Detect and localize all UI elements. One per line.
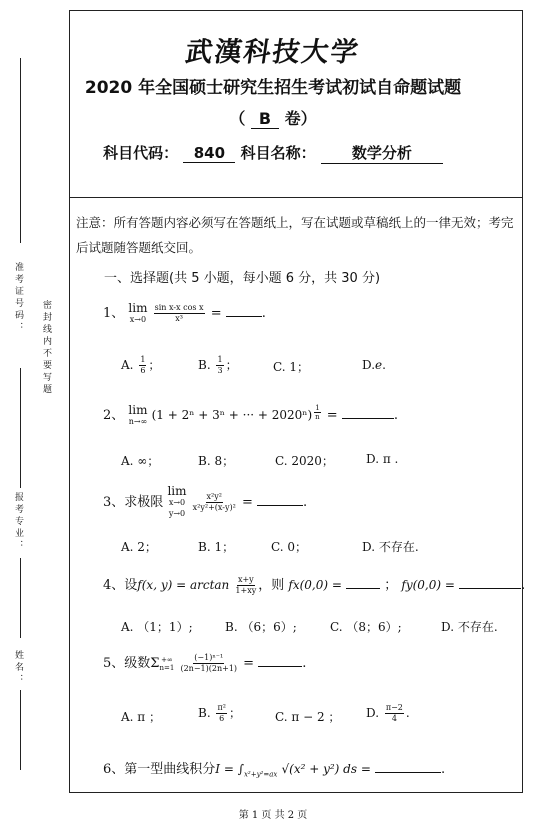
limit-symbol: lim n→∞: [128, 402, 148, 426]
sidebar-line-low: [20, 558, 21, 638]
q2-option-d: D. π .: [366, 452, 399, 466]
answer-blank: [226, 316, 262, 317]
q5-option-a: A. π ；: [121, 710, 161, 724]
q1-option-a: A. $\frac{1}{6}$ ；: [121, 355, 161, 375]
subject-info: [0, 142, 546, 164]
question-6: 6、第一型曲线积分$I = \int_{x^2+y^2=ax}$ √(x² + y²) ds = .: [103, 762, 446, 779]
q4-option-d: D. 不存在.: [441, 620, 498, 634]
q2-option-c: C. 2020；: [275, 454, 334, 468]
q3-option-b: B. 1；: [198, 540, 235, 554]
paper-type: （ B 卷）: [229, 109, 317, 128]
header-divider: [69, 197, 523, 198]
q1-option-c: C. 1；: [273, 360, 310, 374]
question-1: 1、 lim x→0 $\frac{\text{sin x-x cos x}}{\text{x³}}$ = .: [103, 300, 266, 324]
fraction: $\frac{\text{(−1)ⁿ⁻¹}}{(2n-1)(2n+1)}$: [180, 653, 238, 673]
q2-option-b: B. 8；: [198, 454, 235, 468]
fraction: $\frac{x+y}{1+xy}$: [235, 575, 257, 595]
subject-code-label: 科目代码：: [103, 144, 179, 162]
question-4: 4、设f(x, y) = arctan $\frac{x+y}{1+xy}$ ，则 fx(0,0) = ； fy(0,0) = .: [103, 575, 526, 595]
q3-option-d: D. 不存在.: [362, 540, 419, 554]
sidebar-admission-label: 准考证号码：: [13, 262, 23, 334]
sidebar-line-bottom: [20, 690, 21, 770]
question-5: 5、级数Σ +∞ n=1 $\frac{\text{(−1)ⁿ⁻¹}}{(2n-1)(2n+1)}$ = .: [103, 653, 307, 673]
q4-option-a: A. （1；1）;: [121, 620, 193, 634]
q1-option-b: B. $\frac{1}{3}$ ；: [198, 355, 238, 375]
university-logo: 武漢科技大学: [183, 37, 362, 68]
subject-name: 数学分析: [321, 142, 443, 164]
question-3: 3、求极限 lim x→0 y→0 $\frac{\text{x²y²}}{\text{x²y²+(x-y)²}}$ = .: [103, 484, 308, 518]
limit-symbol: lim x→0: [128, 300, 148, 324]
answer-blank-fx: [346, 588, 380, 589]
answer-blank: [258, 666, 302, 667]
exam-notice: 注意：所有答题内容必须写在答题纸上，写在试题或草稿纸上的一律无效；考完后试题随答题纸交回。: [76, 215, 514, 255]
limit-symbol: lim x→0 y→0: [167, 484, 187, 518]
q5-option-d: D. $\frac{\pi-2}{4}$ .: [366, 703, 410, 723]
q3-option-a: A. 2；: [121, 540, 157, 554]
section-title: 一、选择题(共 5 小题，每小题 6 分，共 30 分): [104, 271, 381, 286]
q1-option-d: D.e.: [362, 358, 386, 372]
answer-blank-fy: [459, 588, 521, 589]
subject-name-label: 科目名称：: [240, 144, 316, 162]
exam-title: 2020 年全国硕士研究生招生考试初试自命题试题: [84, 78, 462, 98]
q4-option-b: B. （6；6）;: [225, 620, 297, 634]
answer-blank: [342, 418, 394, 419]
q2-option-a: A. ∞；: [121, 454, 160, 468]
sigma-symbol: Σ: [150, 656, 160, 671]
question-2: 2、 lim n→∞ (1 + 2ⁿ + 3ⁿ + ··· + 2020ⁿ) $\frac{1}{n}$ = .: [103, 402, 398, 426]
page-number: 第 1 页 共 2 页: [238, 810, 308, 821]
sidebar-major-label: 报考专业：: [13, 492, 23, 552]
q5-option-b: B. $\frac{\text{π²}}{6}$ ；: [198, 703, 241, 723]
q3-option-c: C. 0；: [271, 540, 308, 554]
fraction: $\frac{\text{x²y²}}{\text{x²y²+(x-y)²}}$: [192, 492, 236, 512]
sidebar-line-mid: [20, 368, 21, 488]
q5-option-c: C. π − 2 ；: [275, 710, 341, 724]
exponent-fraction: $\frac{1}{n}$: [315, 404, 320, 421]
answer-blank: [257, 505, 303, 506]
subject-code: 840: [183, 144, 235, 163]
paper-type-value: B: [251, 109, 279, 129]
sidebar-name-label: 姓名：: [13, 650, 23, 686]
q4-option-c: C. （8；6）;: [330, 620, 402, 634]
answer-blank: [375, 772, 441, 773]
sidebar-seal-line: 密封线内不要写题: [41, 300, 51, 396]
fraction: $\frac{\text{sin x-x cos x}}{\text{x³}}$: [154, 303, 204, 323]
